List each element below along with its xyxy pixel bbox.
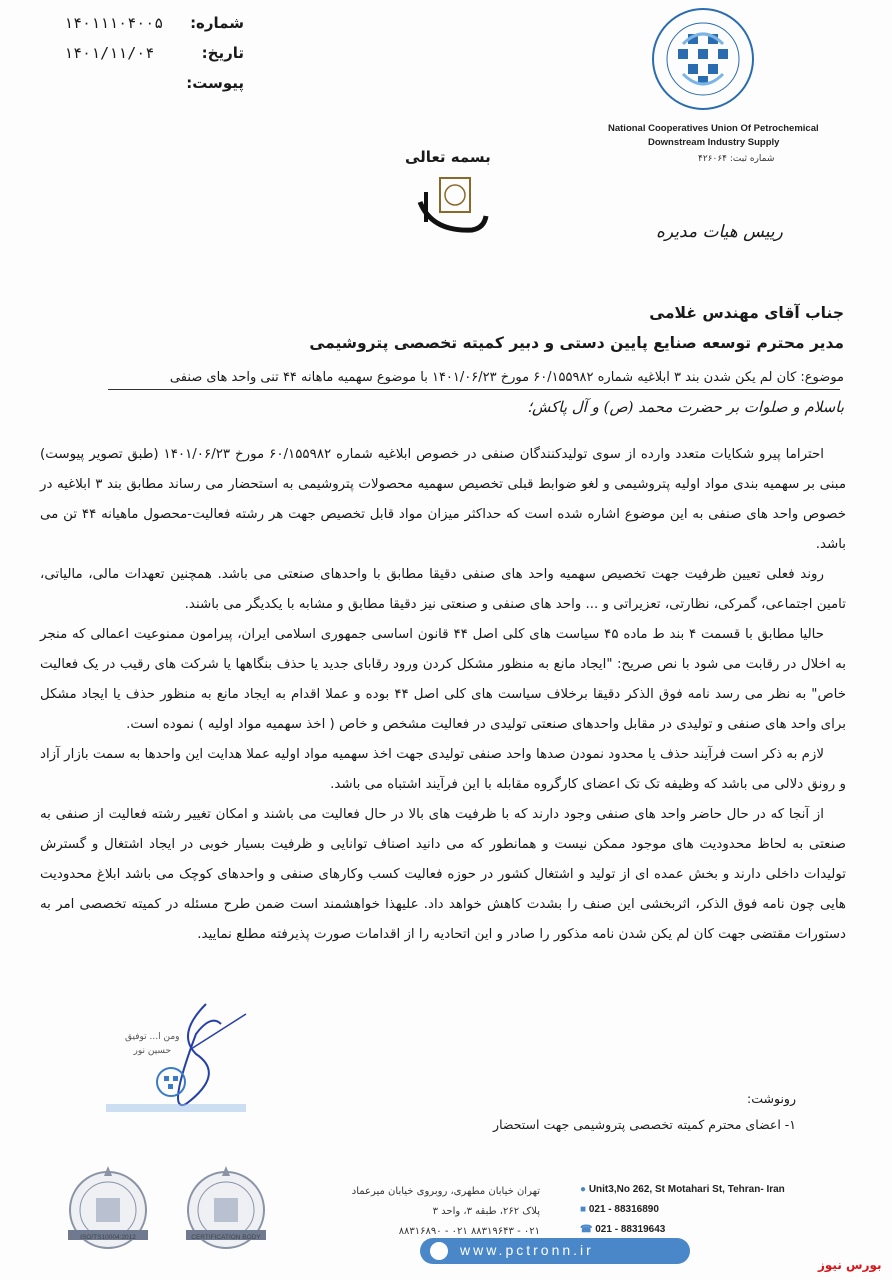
fax-icon: ■ [580,1204,587,1215]
globe-icon [430,1242,448,1260]
addressee-name: جناب آقای مهندس غلامی [649,304,844,322]
website-bar [420,1238,690,1264]
addressee [309,298,844,358]
number-label: شماره: [190,14,244,32]
org-logo-block [608,4,858,174]
signer-line-1: ومن ا... توفیق [125,1032,180,1042]
badge-caption-1: ISO/TS10004:2012 [80,1234,136,1241]
address-en-line: Unit3,No 262, St Motahari St, Tehran- Iran [588,1184,785,1195]
address-fa-line-2: پلاک ۲۶۲، طبقه ۳، واحد ۳ [432,1206,540,1217]
phone-en-2: 021 - 88319643 [595,1224,666,1235]
bismillah: بسمه تعالی [405,148,491,166]
address-fa [330,1182,540,1242]
letter-body [40,440,846,950]
carbon-copy [493,1086,796,1138]
signer-name [125,1030,180,1058]
body-paragraph: لازم به ذکر است فرآیند حذف یا محدود نمودن صدها واحد صنفی تولیدی جهت اخذ سهمیه مواد اولیه عملا هدایت این واحدها به سمت بازار آزاد و رونق دلالی می باشد که وظیفه تک تک اعضای کارگروه مقابله با این فرآیند اشتباه می باشد. [40,747,846,792]
letter-subject: موضوع: کان لم یکن شدن بند ۳ ابلاغیه شماره ۶۰/۱۵۵۹۸۲ مورخ ۱۴۰۱/۰۶/۲۳ با موضوع سهمیه ماهانه ۴۴ تنی واحد های صنفی [169,370,844,385]
letter-meta [64,14,244,104]
body-paragraph: روند فعلی تعیین ظرفیت جهت تخصیص سهمیه واحد های صنفی دقیقا مطابق با واحدهای صنعتی می باشد. همچنین تعهدات مالی، مالیاتی، تامین اجتماعی، گمرکی، نظارتی، تعزیراتی و ... واحد های صنفی و صنعتی نیز دقیقا مطابق و مشابه با یکدیگر می باشند. [40,567,846,612]
org-name-en-1: National Cooperatives Union Of Petrochemical [608,123,819,134]
subject-underline [108,389,840,390]
cc-item: ۱- اعضای محترم کمیته تخصصی پتروشیمی جهت استحضار [493,1117,796,1132]
signature-stamp [96,994,266,1124]
greeting: باسلام و صلوات بر حضرت محمد (ص) و آل پاکش؛ [527,398,844,416]
phones-fa: ۰۲۱ - ۸۸۳۱۹۶۴۳ ۰۲۱ - ۸۸۳۱۶۸۹۰ [398,1226,540,1237]
iso-certification-badge [58,1160,158,1260]
org-name-en-2: Downstream Industry Supply [648,137,780,148]
number-value: ۱۴۰۱۱۱۰۴۰۰۵ [64,14,164,32]
address-fa-line-1: تهران خیابان مطهری، روبروی خیابان میرعماد [351,1186,540,1197]
registration-number: شماره ثبت: ۴۲۶۰۶۴ [698,154,775,164]
date-label: تاریخ: [201,44,244,62]
signer-line-2: حسین نور [133,1046,172,1056]
body-paragraph: حالیا مطابق با قسمت ۴ بند ط ماده ۴۵ سیاست های کلی اصل ۴۴ قانون اساسی جمهوری اسلامی ایران، پیرامون ممنوعیت اعمالی که منجر به اخلال در رقابت می شود با نص صریح: "ایجاد مانع به منظور مشکل کردن ورود رقابای جدید یا حذف بنگاهها یا شرکت های رقیب در یک فعالیت خاص" به نظر می رسد نامه فوق الذکر دقیقا برخلاف سیاست های کلی اصل ۴۴ بوده و عملا اقدام به ایجاد مانع به منظور حذف یا ایجاد مشکل برای واحد های صنفی و تولیدی در مقابل واحدهای صنعتی تولیدی در فعالیت مشخص و خاص ( اخذ سهمیه مواد اولیه ) نموده است. [40,627,846,732]
cc-label: رونوشت: [747,1091,796,1106]
org-logo [648,4,758,114]
badge-caption-2: CERTIFICATION BODY [191,1234,261,1241]
addressee-title: مدیر محترم توسعه صنایع پایین دستی و دبیر کمیته تخصصی پتروشیمی [309,334,844,352]
body-paragraph: احتراما پیرو شکایات متعدد وارده از سوی تولیدکنندگان صنفی در خصوص ابلاغیه شماره ۶۰/۱۵۵۹۸۲ مورخ ۱۴۰۱/۰۶/۲۳ (طبق تصویر پیوست) مبنی بر سهمیه بندی مواد اولیه پتروشیمی و لغو ضوابط قبلی تخصیص سهمیه محصولات پتروشیمی به استحضار می رساند مطابق بند ۳ ابلاغیه در خصوص واحد های صنفی به این موضوع اشاره شده است که حداکثر میزان مواد قابل تخصیص جهت هر رشته فعالیت-محصول ماهیانه ۴۴ تن می باشد. [40,447,846,552]
certification-body-badge [176,1160,276,1260]
location-icon: ● [580,1184,587,1195]
footer-contact [330,1178,800,1238]
source-watermark: بورس نیوز [818,1258,882,1272]
board-chair-title: رییس هیات مدیره [656,222,783,242]
attachment-label: پیوست: [186,74,244,92]
body-paragraph: از آنجا که در حال حاضر واحد های صنفی وجود دارند که با ظرفیت های بالا در حال فعالیت می باشند و امکان تغییر رشته فعالیت از صنفی به صنعتی به لحاظ محدودیت های موجود ممکن نیست و همانطور که می دانید اصناف توانایی و ظرفیت بسیار خوبی در ایجاد اشتغال و گسترش تولیدات داخلی دارند و بخش عمده ای از تولید و اشتغال کشور در حوزه فعالیت کسب وکارهای صنفی و واحدهای کوچک می باشد ابلاغ محدودیت هایی چون نامه فوق الذکر، اثربخشی این صنف را بشدت کاهش خواهد داد. علیهذا خواهشمند است ضمن طرح مسئله در کمیته تخصصی امر به دستورات مقتضی جهت کان لم یکن شدن نامه مذکور را صادر و این اتحادیه را از اقدامات صورت پذیرفته مطلع نمایید. [40,807,846,942]
production-year-emblem [412,172,492,242]
date-value: ۱۴۰۱/۱۱/۰۴ [64,44,155,62]
address-en [580,1180,800,1240]
phone-en-1: 021 - 88316890 [588,1204,659,1215]
website-url: www.pctronn.ir [460,1242,594,1258]
phone-icon: ☎ [580,1224,593,1235]
